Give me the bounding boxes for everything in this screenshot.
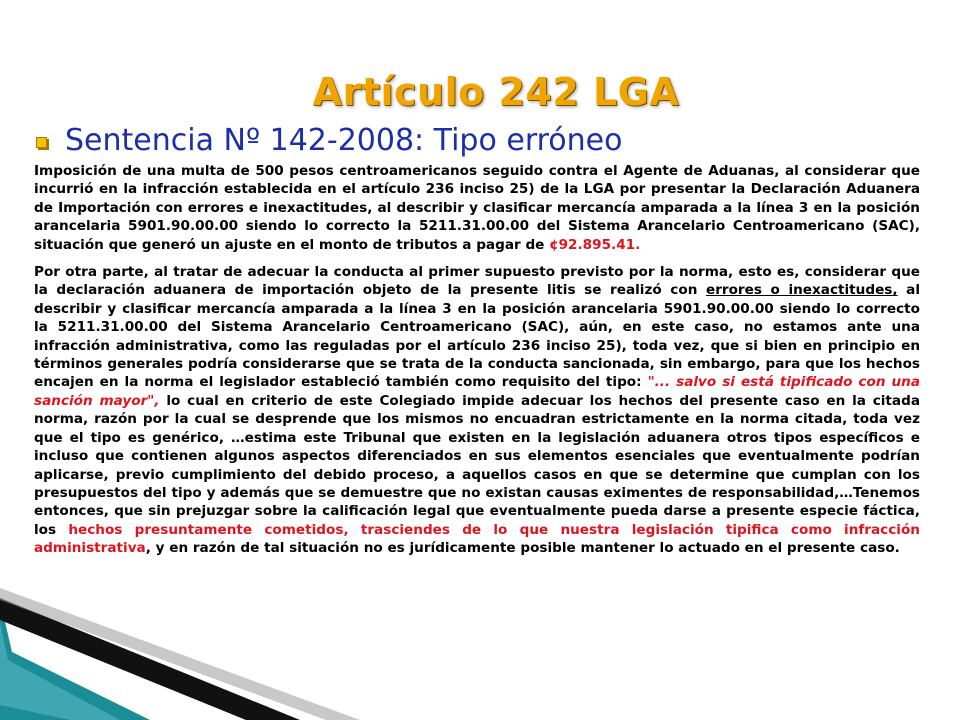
teal-swoosh-light <box>0 622 120 720</box>
black-swoosh <box>0 598 300 720</box>
slide-title: Artículo 242 LGA <box>312 70 680 114</box>
teal-swoosh <box>0 600 150 720</box>
highlighted-phrase: hechos presuntamente cometidos, trasciendes de lo que nuestra legislación tipifica como infracción administrativa <box>34 521 920 557</box>
underlined-phrase: errores o inexactitudes, <box>705 282 898 299</box>
heading-text: Sentencia Nº 142-2008: Tipo erróneo <box>65 123 623 158</box>
paragraph-1 <box>34 162 920 254</box>
paragraph-2-part2: al describir y clasificar mercancía amparada a la línea 3 en la posición arancelaria 5901.90.00.00 siendo lo correcto la 5211.31.00.00 del Sistema Arancelario Centroamericano (SAC), aún, en este caso, no estamos ante una infracción administrativa, como las reguladas por el artículo 236 inciso 25), toda vez, que si bien en principio en términos generales podría considerarse que se trata de la conducta sancionada, sin embargo, para que los hechos encajen en la norma el legislador estableció también como requisito del tipo: <box>34 282 920 391</box>
section-heading <box>36 123 936 158</box>
paragraph-1-text: Imposición de una multa de 500 pesos centroamericanos seguido contra el Agente de Aduanas, al considerar que incurrió en la infracción establecida en el artículo 236 inciso 25) de la LGA por presentar la Declaración Aduanera de Importación con errores e inexactitudes, al describir y clasificar mercancía amparada a la línea 3 en la posición arancelaria 5901.90.00.00 siendo lo correcto la 5211.31.00.00 del Sistema Arancelario Centroamericano (SAC), situación que generó un ajuste en el monto de tributos a pagar de <box>34 163 920 253</box>
square-bullet-icon <box>36 137 47 148</box>
paragraph-2-part4: , y en razón de tal situación no es jurídicamente posible mantener lo actuado en el presente caso. <box>145 540 900 557</box>
legal-quote: "... salvo si está tipificado con una sanción mayor", <box>34 374 920 409</box>
paragraph-2-part3: lo cual en criterio de este Colegiado impide adecuar los hechos del presente caso en la citada norma, razón por la cual se desprende que los mismos no encuadran estrictamente en la norma citada, toda vez que el tipo es genérico, …estima este Tribunal que existen en la legislación aduanera otros tipos específicos e incluso que contienen algunos aspectos diferenciados en sus elementos esenciales que eventualmente podrían aplicarse, previo cumplimiento del debido proceso, a aquellos casos en que se determine que cumplan con los presupuestos del tipo y además que se demuestre que no existan causas eximentes de responsabilidad,…Tenemos entonces, que sin prejuzgar sobre la calificación legal que eventualmente pueda darse a presente especie fáctica, los <box>34 392 921 538</box>
paragraph-2-part1: Por otra parte, al tratar de adecuar la conducta al primer supuesto previsto por la norma, esto es, considerar que la declaración aduanera de importación objeto de la presente litis se realizó con <box>34 264 920 299</box>
tax-amount: ¢92.895.41. <box>549 236 641 253</box>
gray-swoosh <box>0 588 360 720</box>
paragraph-2 <box>34 263 920 558</box>
body-text <box>34 162 920 567</box>
